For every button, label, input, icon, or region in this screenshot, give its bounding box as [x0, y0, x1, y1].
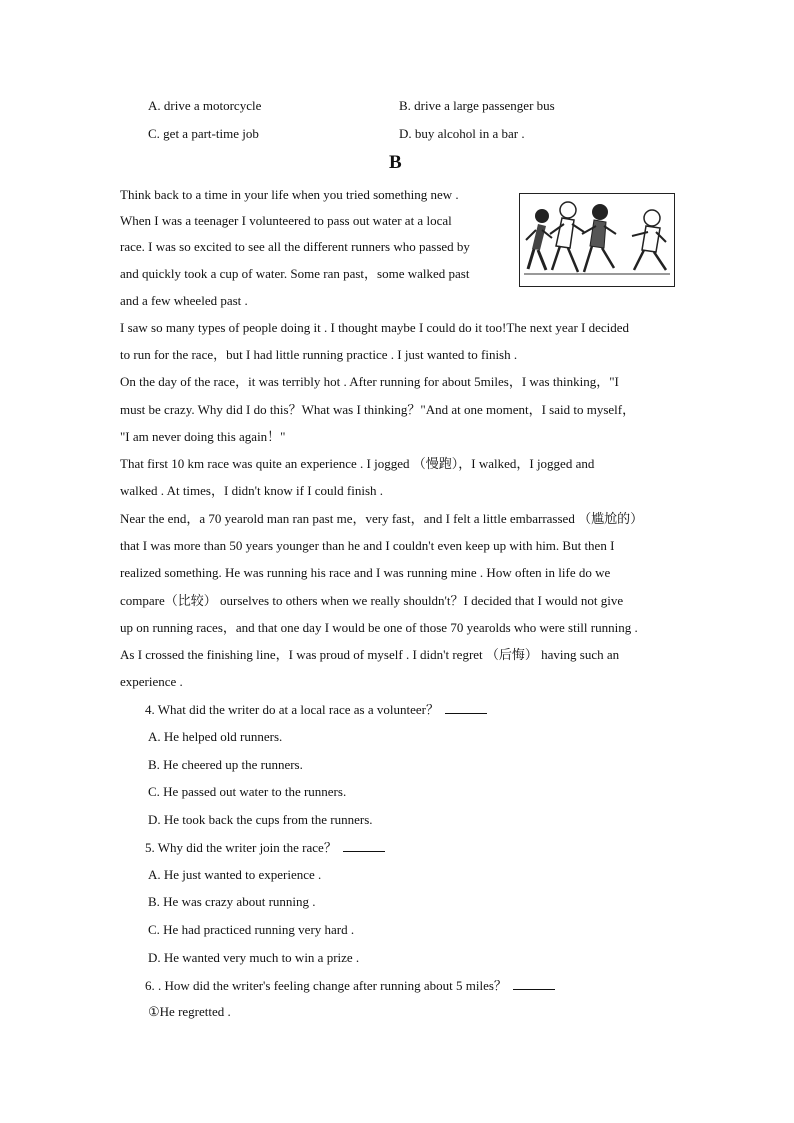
- passage-line: That first 10 km race was quite an experience . I jogged （慢跑），I walked，I jogged and: [120, 456, 595, 471]
- question-5-option: A. He just wanted to experience .: [148, 867, 322, 882]
- question-5-option: D. He wanted very much to win a prize .: [148, 950, 360, 965]
- answer-blank[interactable]: [513, 977, 555, 990]
- question-4-option: D. He took back the cups from the runners.: [148, 812, 373, 827]
- question-5-stem: [145, 839, 385, 856]
- question-stem-text: 6. . How did the writer's feeling change after running about 5 miles？: [145, 978, 507, 993]
- question-5-option: C. He had practiced running very hard .: [148, 922, 355, 937]
- question-stem-text: 5. Why did the writer join the race？: [145, 840, 337, 855]
- runners-illustration: [519, 193, 675, 287]
- question-stem-text: 4. What did the writer do at a local race as a volunteer？: [145, 702, 439, 717]
- option-d-top: D. buy alcohol in a bar .: [399, 126, 525, 141]
- passage-line: and a few wheeled past .: [120, 293, 248, 308]
- passage-line: As I crossed the finishing line，I was proud of myself . I didn't regret （后悔） having such an: [120, 647, 620, 662]
- passage-line: realized something. He was running his race and I was running mine . How often in life do we: [120, 565, 611, 580]
- passage-line: walked . At times，I didn't know if I could finish .: [120, 483, 384, 498]
- passage-line: and quickly took a cup of water. Some ran past，some walked past: [120, 266, 470, 281]
- passage-line: experience .: [120, 674, 183, 689]
- question-4-option: A. He helped old runners.: [148, 729, 283, 744]
- passage-line: "I am never doing this again！": [120, 429, 286, 444]
- passage-line: race. I was so excited to see all the different runners who passed by: [120, 239, 470, 254]
- option-b-top: B. drive a large passenger bus: [399, 98, 555, 113]
- passage-line: I saw so many types of people doing it . I thought maybe I could do it too!The next year I decided: [120, 320, 630, 335]
- runners-drawing-icon: [520, 194, 674, 286]
- question-6-option: ①He regretted .: [148, 1004, 231, 1019]
- passage-line: to run for the race，but I had little running practice . I just wanted to finish .: [120, 347, 518, 362]
- passage-line: Think back to a time in your life when you tried something new .: [120, 187, 459, 202]
- question-4-option: B. He cheered up the runners.: [148, 757, 303, 772]
- passage-line: compare（比较） ourselves to others when we really shouldn't？I decided that I would not give: [120, 593, 624, 608]
- option-a-top: A. drive a motorcycle: [148, 98, 262, 113]
- question-4-stem: [145, 701, 487, 718]
- passage-line: up on running races，and that one day I would be one of those 70 yearolds who were still running .: [120, 620, 638, 635]
- passage-line: that I was more than 50 years younger than he and I couldn't even keep up with him. But then I: [120, 538, 615, 553]
- passage-line: must be crazy. Why did I do this？What was I thinking？"And at one moment，I said to myself，: [120, 402, 636, 417]
- passage-line: When I was a teenager I volunteered to pass out water at a local: [120, 213, 452, 228]
- answer-blank[interactable]: [445, 701, 487, 714]
- passage-line: On the day of the race，it was terribly hot . After running for about 5miles，I was thinking，"I: [120, 374, 619, 389]
- option-c-top: C. get a part-time job: [148, 126, 259, 141]
- passage-line: Near the end，a 70 yearold man ran past me，very fast，and I felt a little embarrassed （尴尬的）: [120, 511, 644, 526]
- question-4-option: C. He passed out water to the runners.: [148, 784, 347, 799]
- section-title: B: [389, 152, 402, 173]
- question-5-option: B. He was crazy about running .: [148, 894, 316, 909]
- question-6-stem: [145, 977, 555, 994]
- answer-blank[interactable]: [343, 839, 385, 852]
